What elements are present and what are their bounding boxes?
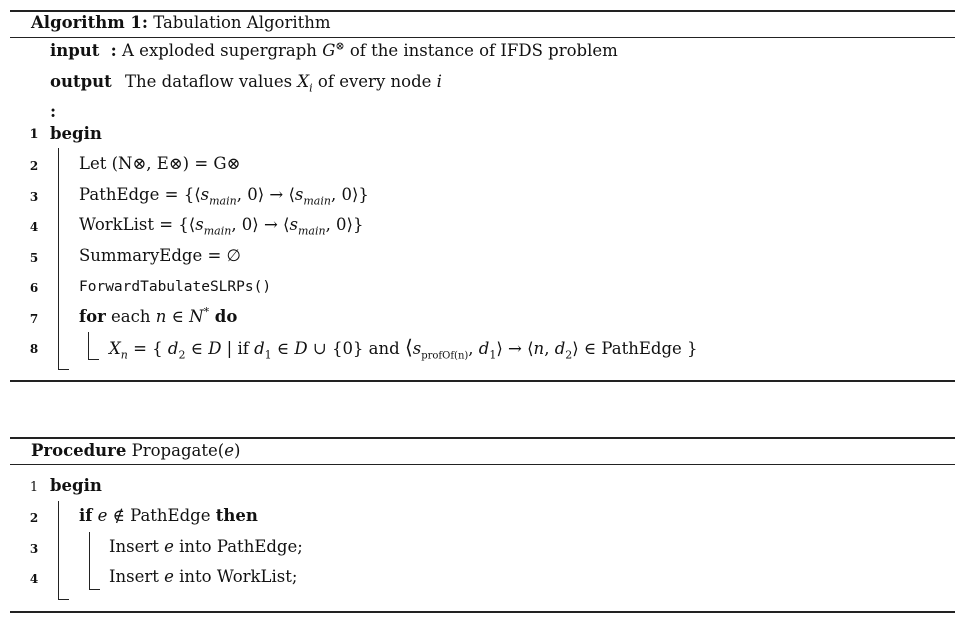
- stmt-part: each: [105, 307, 156, 326]
- algorithm-caption-title: Tabulation Algorithm: [153, 13, 331, 32]
- top-rule: [10, 437, 955, 439]
- if-block-end: [89, 589, 100, 590]
- math-e: e: [164, 567, 174, 586]
- line-number: 5: [29, 251, 39, 265]
- math-s: s: [294, 185, 304, 204]
- output-label: output: [50, 72, 112, 91]
- output-text-mid: of every node: [312, 72, 437, 91]
- input-line: [50, 41, 618, 61]
- stmt-part: | if: [221, 339, 255, 358]
- math-d: d: [254, 339, 265, 358]
- begin-block-bar: [58, 501, 59, 600]
- begin-block-end: [58, 369, 69, 370]
- keyword-for: for: [79, 307, 106, 326]
- stmt-part: ⟩ ∈ PathEdge }: [572, 339, 698, 358]
- math-sub: main: [209, 194, 237, 208]
- keyword-do: do: [209, 307, 238, 326]
- summaryedge-init: SummaryEdge = ∅: [79, 246, 241, 265]
- procedure-caption-label: Procedure: [31, 441, 127, 460]
- math-X: X: [109, 339, 121, 358]
- input-text: A exploded supergraph: [122, 41, 323, 60]
- input-label: input: [50, 41, 100, 60]
- math-sub: main: [297, 224, 326, 238]
- for-block-end: [88, 359, 99, 360]
- keyword-if: if: [79, 506, 93, 525]
- math-s: s: [195, 215, 204, 234]
- input-text-post: of the instance of IFDS problem: [344, 41, 618, 60]
- top-rule: [10, 10, 955, 12]
- stmt-part: ∉ PathEdge: [107, 506, 216, 525]
- math-s: s: [200, 185, 210, 204]
- stmt-part: into PathEdge;: [173, 537, 303, 556]
- procedure-arg: e: [224, 441, 234, 460]
- stmt-part: into WorkList;: [173, 567, 298, 586]
- stmt-part: = {: [127, 339, 168, 358]
- math-n: n: [155, 307, 167, 326]
- math-i: i: [436, 72, 442, 91]
- for-loop: [79, 307, 237, 327]
- math-e: e: [97, 506, 108, 525]
- if-statement: [79, 506, 258, 526]
- keyword-then: then: [215, 506, 258, 525]
- stmt-part: ,: [544, 339, 555, 358]
- stmt-part: Insert: [109, 567, 165, 586]
- procedure-paren: ): [233, 441, 241, 460]
- stmt-part: PathEdge = {⟨: [79, 185, 201, 204]
- math-G: G: [322, 41, 336, 60]
- langle: ⟨: [404, 335, 413, 359]
- insert-pathedge: [109, 537, 303, 557]
- stmt-part: ∈: [271, 339, 295, 358]
- stmt-part: ⟩ → ⟨: [496, 339, 534, 358]
- line-number: 2: [29, 511, 39, 525]
- keyword-begin: begin: [50, 476, 102, 495]
- pathedge-init: [79, 185, 369, 208]
- math-d: d: [478, 339, 490, 358]
- insert-worklist: [109, 567, 297, 587]
- math-sub: 1: [264, 348, 272, 362]
- otimes-symbol: ⊗: [335, 39, 345, 53]
- math-D: D: [294, 339, 308, 358]
- math-d: d: [554, 339, 566, 358]
- math-n: n: [533, 339, 545, 358]
- stmt-part: , 0⟩ → ⟨: [236, 185, 295, 204]
- math-X: X: [297, 72, 310, 91]
- math-sub: main: [303, 194, 331, 208]
- output-line: [50, 72, 442, 95]
- stmt-part: Insert: [109, 537, 165, 556]
- algorithm-caption: [31, 13, 331, 33]
- line-number: 3: [29, 542, 39, 556]
- keyword-begin: begin: [50, 124, 102, 143]
- let-statement: Let (N⊗, E⊗) = G⊗: [79, 154, 241, 173]
- for-block-bar: [88, 332, 89, 360]
- if-block-bar: [89, 532, 90, 590]
- procedure-caption: [31, 441, 240, 461]
- math-sub: main: [203, 224, 232, 238]
- xn-assignment: [109, 335, 698, 362]
- stmt-part: , 0⟩}: [330, 185, 369, 204]
- begin-block-end: [58, 599, 69, 600]
- line-number: 3: [29, 190, 39, 204]
- output-colon: :: [50, 102, 57, 121]
- line-number: 8: [29, 342, 39, 356]
- input-separator: :: [110, 41, 117, 60]
- math-e: e: [164, 537, 174, 556]
- line-number: 6: [29, 281, 39, 295]
- star: *: [203, 305, 210, 319]
- procedure-name: Propagate(: [131, 441, 225, 460]
- math-s: s: [412, 339, 422, 358]
- forward-tabulate-call: ForwardTabulateSLRPs(): [79, 279, 272, 295]
- caption-rule: [10, 464, 955, 465]
- math-sub: n: [120, 348, 128, 362]
- line-number: 4: [29, 572, 39, 586]
- math-sub: profOf(n): [421, 350, 469, 362]
- line-number: 4: [29, 220, 39, 234]
- math-d: d: [167, 339, 179, 358]
- stmt-part: , 0⟩ → ⟨: [231, 215, 290, 234]
- line-number: 1: [29, 480, 39, 495]
- begin-block-bar: [58, 148, 59, 370]
- caption-rule: [10, 37, 955, 38]
- math-sub: 1: [489, 348, 497, 362]
- line-number: 1: [29, 127, 39, 142]
- line-number: 2: [29, 159, 39, 173]
- math-s: s: [289, 215, 298, 234]
- stmt-part: ∈: [185, 339, 209, 358]
- math-D: D: [208, 339, 222, 358]
- stmt-part: WorkList = {⟨: [79, 215, 196, 234]
- worklist-init: [79, 215, 364, 238]
- output-text: The dataflow values: [125, 72, 298, 91]
- math-N: N: [189, 307, 204, 326]
- stmt-part: ∈: [166, 307, 190, 326]
- math-sub: 2: [565, 348, 573, 362]
- line-number: 7: [29, 312, 39, 326]
- math-sub-i: i: [309, 81, 313, 95]
- bottom-rule: [10, 611, 955, 613]
- bottom-rule: [10, 380, 955, 382]
- algorithm-caption-label: Algorithm 1:: [31, 13, 148, 32]
- math-sub: 2: [178, 348, 186, 362]
- stmt-part: ∪ {0} and: [307, 339, 405, 358]
- stmt-part: , 0⟩}: [325, 215, 364, 234]
- stmt-part: ,: [468, 339, 479, 358]
